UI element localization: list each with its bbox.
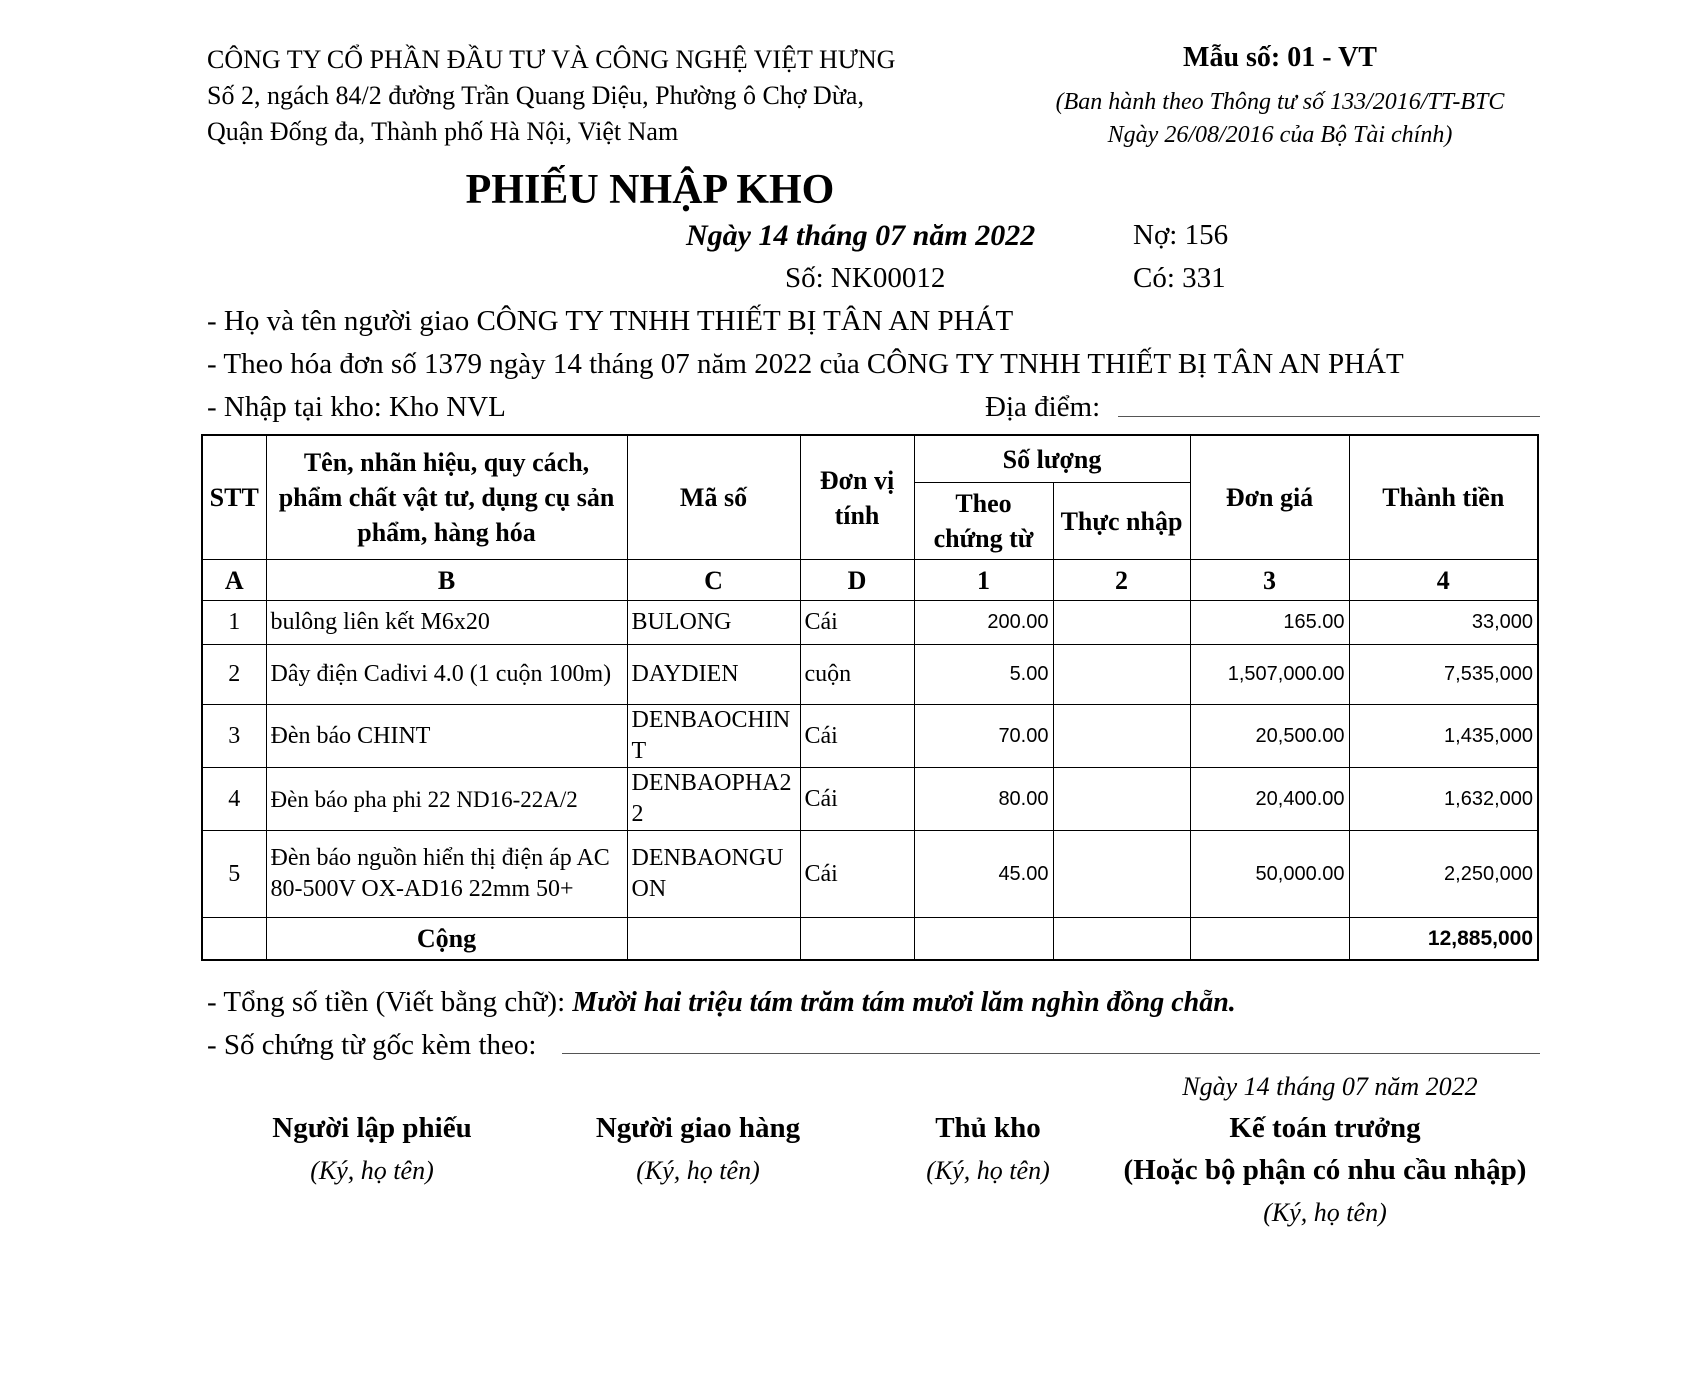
row-unit: Cái <box>800 768 914 831</box>
table-row <box>202 645 1538 705</box>
row-name: Đèn báo pha phi 22 ND16-22A/2 <box>266 768 627 831</box>
company-block <box>207 42 895 150</box>
row-actual <box>1053 645 1190 705</box>
row-qty: 80.00 <box>914 768 1053 831</box>
row-code: DAYDIEN <box>627 645 800 705</box>
row-price: 50,000.00 <box>1190 831 1349 918</box>
row-unit: cuộn <box>800 645 914 705</box>
table-header-row <box>202 435 1538 483</box>
row-price: 1,507,000.00 <box>1190 645 1349 705</box>
signature-sub-storekeeper: (Ký, họ tên) <box>926 1156 1050 1185</box>
total-empty-cell <box>914 918 1053 961</box>
row-name: Dây điện Cadivi 4.0 (1 cuộn 100m) <box>266 645 627 705</box>
header-unit: Đơn vị tính <box>800 435 914 560</box>
amount-in-words <box>207 986 1236 1019</box>
row-stt: 3 <box>202 705 266 768</box>
row-amount: 33,000 <box>1349 601 1538 645</box>
letter-cell: A <box>202 560 266 601</box>
attachments-label: - Số chứng từ gốc kèm theo: <box>207 1029 537 1061</box>
letter-cell: C <box>627 560 800 601</box>
row-amount: 7,535,000 <box>1349 645 1538 705</box>
row-qty: 70.00 <box>914 705 1053 768</box>
row-unit: Cái <box>800 705 914 768</box>
sign-date: Ngày 14 tháng 07 năm 2022 <box>1182 1072 1478 1101</box>
company-name: CÔNG TY CỔ PHẦN ĐẦU TƯ VÀ CÔNG NGHỆ VIỆT HƯNG <box>207 45 896 74</box>
form-note-line2: Ngày 26/08/2016 của Bộ Tài chính) <box>1107 122 1453 148</box>
row-name: Đèn báo CHINT <box>266 705 627 768</box>
header-price: Đơn giá <box>1190 435 1349 560</box>
row-actual <box>1053 831 1190 918</box>
row-stt: 5 <box>202 831 266 918</box>
row-amount: 1,632,000 <box>1349 768 1538 831</box>
signature-sub-preparer: (Ký, họ tên) <box>310 1156 434 1185</box>
total-row <box>202 918 1538 961</box>
table-row <box>202 601 1538 645</box>
row-stt: 2 <box>202 645 266 705</box>
row-qty: 5.00 <box>914 645 1053 705</box>
row-code: DENBAOPHA22 <box>627 768 800 831</box>
signature-title-preparer: Người lập phiếu <box>272 1112 472 1144</box>
row-unit: Cái <box>800 601 914 645</box>
letter-cell: B <box>266 560 627 601</box>
signature-sub-chief-accountant: (Ký, họ tên) <box>1263 1198 1387 1227</box>
header-qty-doc: Theo chứng từ <box>914 483 1053 560</box>
form-note <box>1010 86 1550 152</box>
table-row <box>202 705 1538 768</box>
company-address-line2: Quận Đống đa, Thành phố Hà Nội, Việt Nam <box>207 117 679 146</box>
letter-cell: 1 <box>914 560 1053 601</box>
letter-cell: 3 <box>1190 560 1349 601</box>
row-stt: 4 <box>202 768 266 831</box>
header-qty-actual: Thực nhập <box>1053 483 1190 560</box>
row-code: BULONG <box>627 601 800 645</box>
table-row <box>202 768 1538 831</box>
total-empty-cell <box>800 918 914 961</box>
form-note-line1: (Ban hành theo Thông tư số 133/2016/TT-BTC <box>1055 89 1505 115</box>
row-unit: Cái <box>800 831 914 918</box>
attachments-blank-line <box>562 1053 1540 1054</box>
total-label: Cộng <box>266 918 627 961</box>
document-number: Số: NK00012 <box>785 262 946 294</box>
total-empty-cell <box>1053 918 1190 961</box>
deliverer-line: - Họ và tên người giao CÔNG TY TNHH THIẾT BỊ TÂN AN PHÁT <box>207 305 1014 337</box>
total-empty-cell <box>202 918 266 961</box>
document-title: PHIẾU NHẬP KHO <box>465 167 835 213</box>
row-stt: 1 <box>202 601 266 645</box>
goods-table <box>201 434 1539 961</box>
header-quantity: Số lượng <box>914 435 1190 483</box>
row-qty: 45.00 <box>914 831 1053 918</box>
signature-title-deliverer: Người giao hàng <box>595 1112 801 1144</box>
total-empty-cell <box>627 918 800 961</box>
signature-title-chief-accountant: Kế toán trưởng <box>1229 1112 1421 1144</box>
total-empty-cell <box>1190 918 1349 961</box>
table-row <box>202 831 1538 918</box>
header-stt: STT <box>202 435 266 560</box>
row-actual <box>1053 705 1190 768</box>
credit-account: Có: 331 <box>1133 262 1226 294</box>
amount-in-words-label: - Tổng số tiền (Viết bằng chữ): <box>207 986 573 1018</box>
header-code: Mã số <box>627 435 800 560</box>
row-amount: 1,435,000 <box>1349 705 1538 768</box>
warehouse-line: - Nhập tại kho: Kho NVL <box>207 391 506 423</box>
row-price: 20,500.00 <box>1190 705 1349 768</box>
signature-sub-deliverer: (Ký, họ tên) <box>636 1156 760 1185</box>
location-blank-line <box>1118 416 1540 417</box>
row-name: bulông liên kết M6x20 <box>266 601 627 645</box>
amount-in-words-value: Mười hai triệu tám trăm tám mươi lăm nghìn đồng chẵn. <box>572 987 1236 1018</box>
table-letter-row <box>202 560 1538 601</box>
letter-cell: 4 <box>1349 560 1538 601</box>
debit-account: Nợ: 156 <box>1133 219 1229 251</box>
row-code: DENBAOCHINT <box>627 705 800 768</box>
row-price: 165.00 <box>1190 601 1349 645</box>
company-address-line1: Số 2, ngách 84/2 đường Trần Quang Diệu, Phường ô Chợ Dừa, <box>207 81 864 110</box>
row-actual <box>1053 768 1190 831</box>
invoice-line: - Theo hóa đơn số 1379 ngày 14 tháng 07 năm 2022 của CÔNG TY TNHH THIẾT BỊ TÂN AN PHÁT <box>207 348 1404 380</box>
row-amount: 2,250,000 <box>1349 831 1538 918</box>
row-name: Đèn báo nguồn hiển thị điện áp AC 80-500V OX-AD16 22mm 50+ <box>266 831 627 918</box>
form-code: Mẫu số: 01 - VT <box>1183 42 1377 73</box>
letter-cell: 2 <box>1053 560 1190 601</box>
row-price: 20,400.00 <box>1190 768 1349 831</box>
header-amount: Thành tiền <box>1349 435 1538 560</box>
total-amount: 12,885,000 <box>1349 918 1538 961</box>
signature-extra-chief-accountant: (Hoặc bộ phận có nhu cầu nhập) <box>1123 1154 1527 1186</box>
header-name: Tên, nhãn hiệu, quy cách, phẩm chất vật tư, dụng cụ sản phẩm, hàng hóa <box>266 435 627 560</box>
location-label: Địa điểm: <box>985 391 1101 423</box>
row-code: DENBAONGUON <box>627 831 800 918</box>
row-qty: 200.00 <box>914 601 1053 645</box>
document-date: Ngày 14 tháng 07 năm 2022 <box>686 219 1036 252</box>
signature-title-storekeeper: Thủ kho <box>935 1112 1041 1144</box>
letter-cell: D <box>800 560 914 601</box>
row-actual <box>1053 601 1190 645</box>
